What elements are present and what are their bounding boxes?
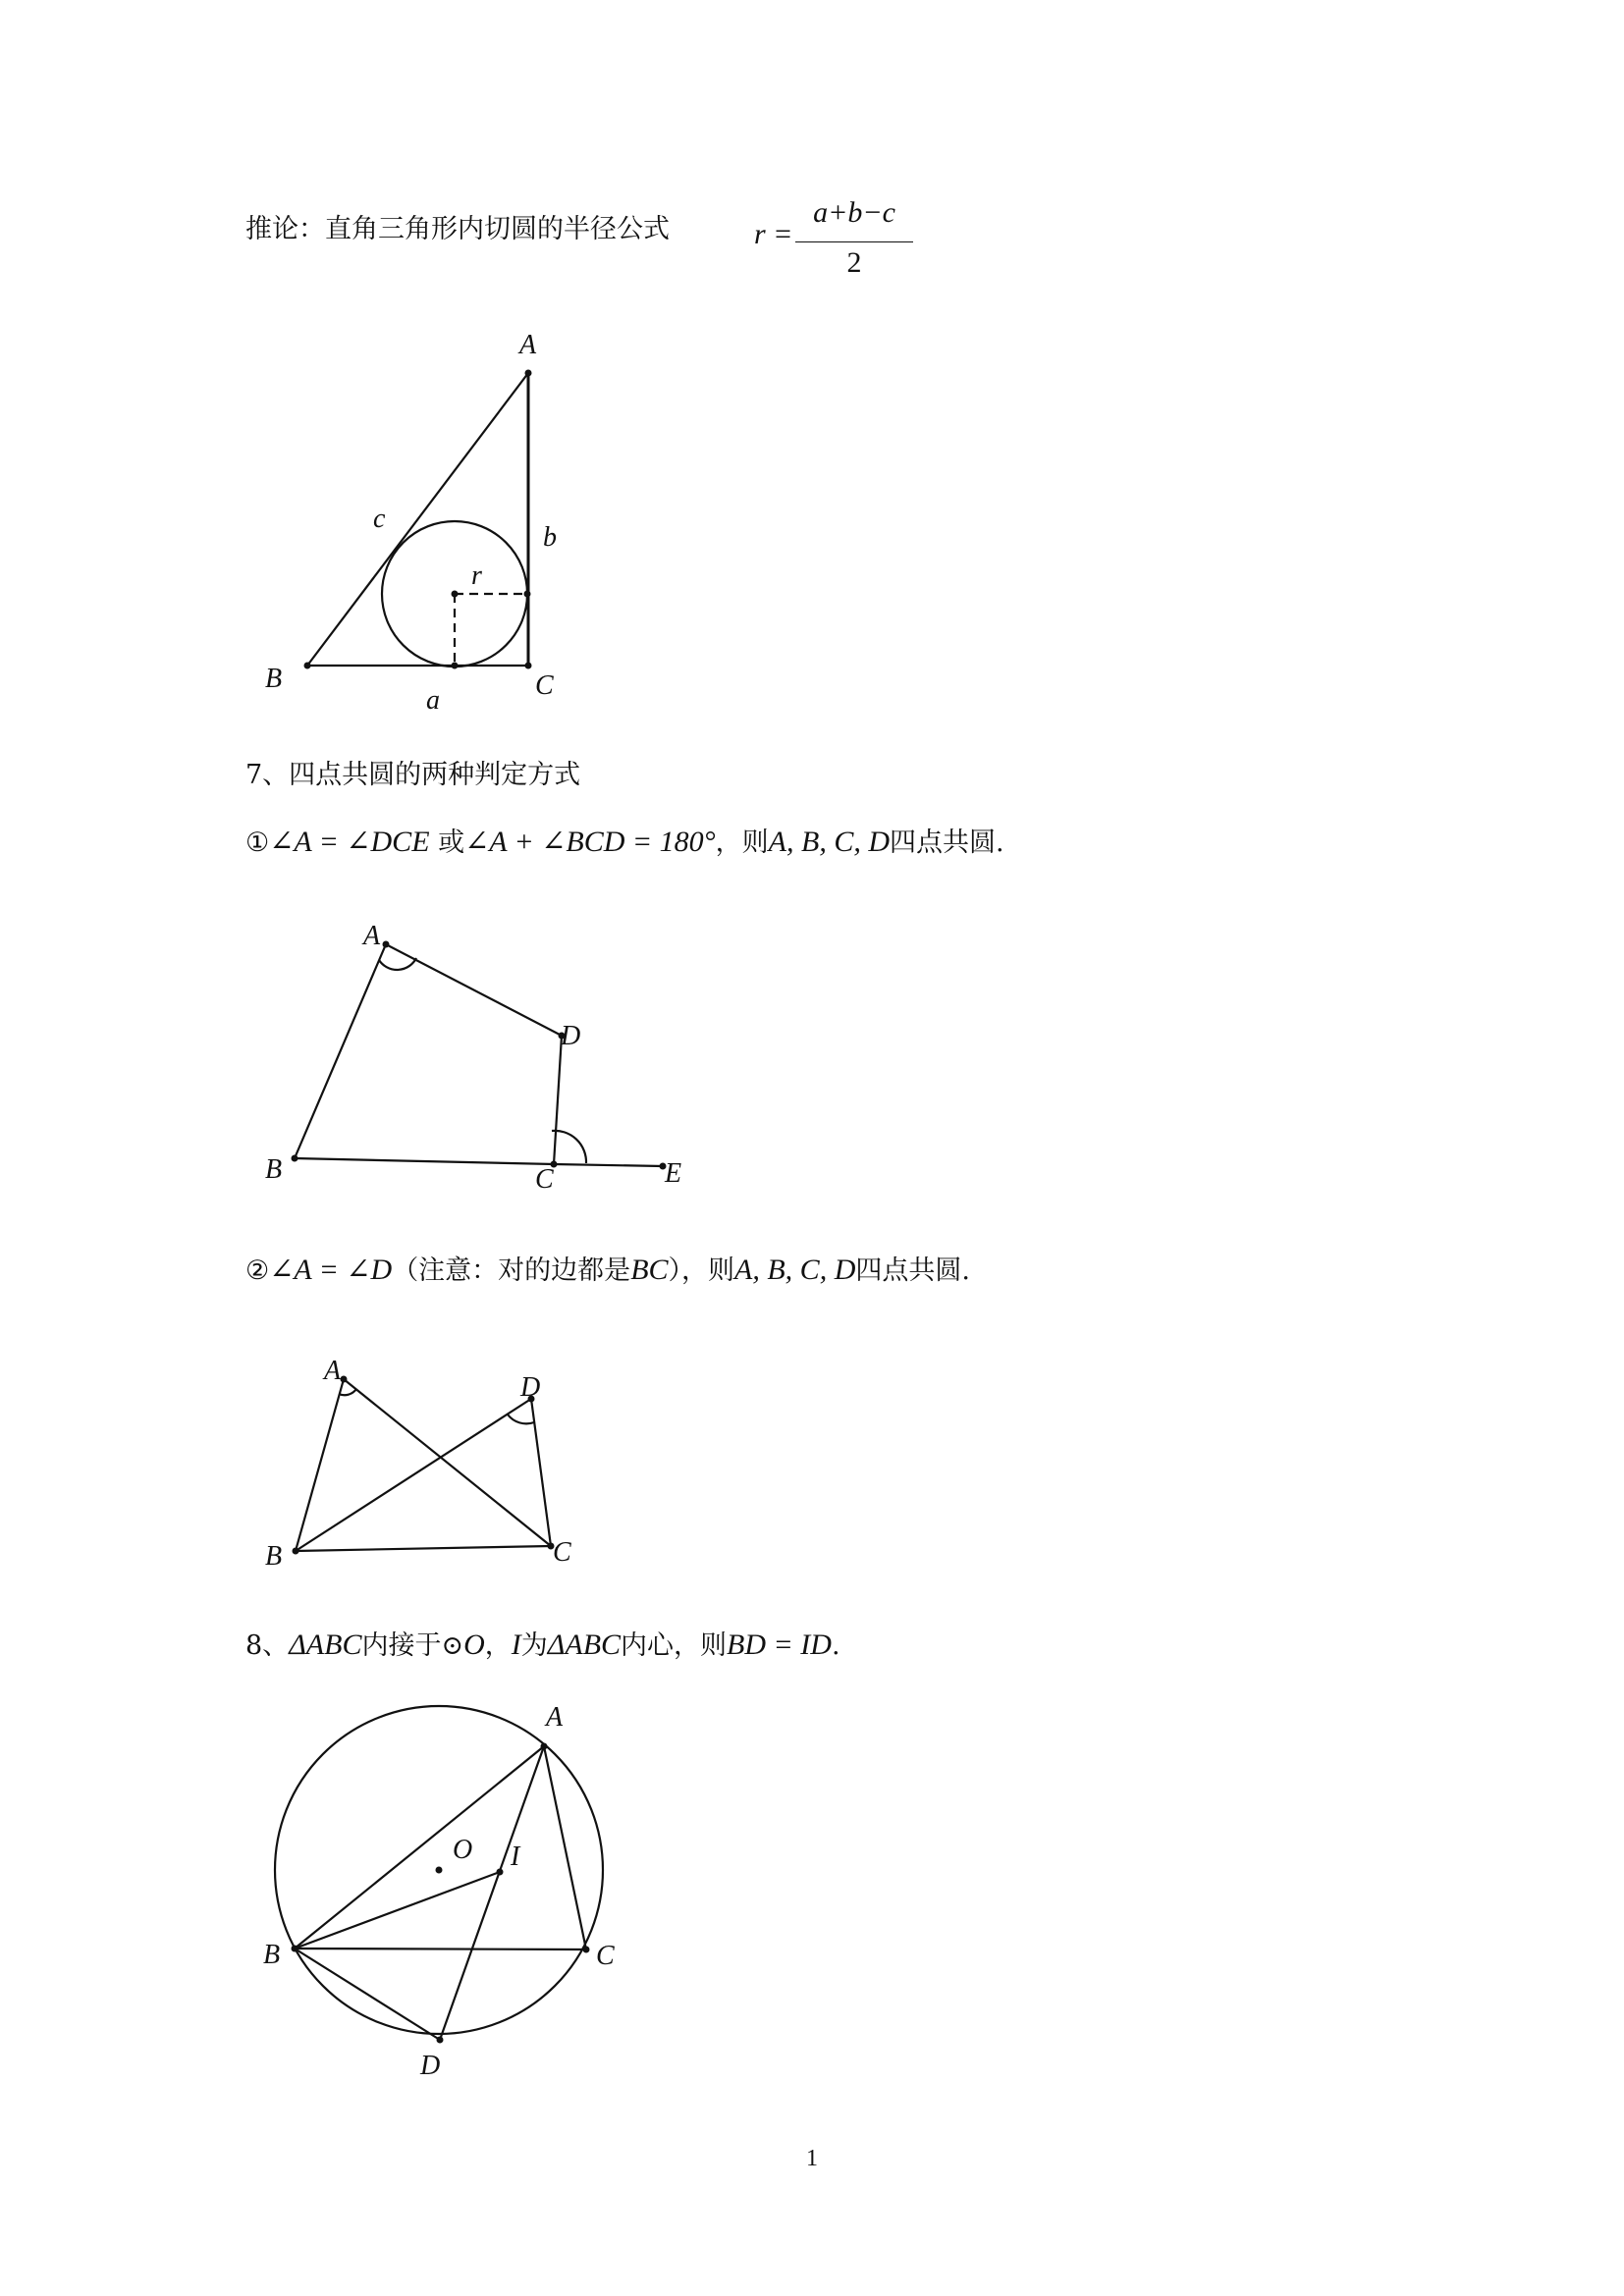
item2-conclusion: 四点共圆. xyxy=(855,1255,970,1286)
item2-equation: ∠A = ∠D xyxy=(269,1254,393,1286)
point-center-fig1 xyxy=(452,591,459,598)
label-c-fig4: C xyxy=(596,1941,615,1971)
item1-or: 或 xyxy=(429,828,465,858)
label-a-side: a xyxy=(426,685,440,716)
point-a-fig2 xyxy=(383,941,390,948)
label-d-fig3: D xyxy=(520,1372,541,1403)
section8-point-i: I xyxy=(511,1629,521,1661)
section8-equation: BD = ID xyxy=(727,1629,832,1661)
point-o-fig4 xyxy=(436,1867,443,1874)
section8-incenter: 内心，则 xyxy=(621,1630,728,1661)
point-c-fig1 xyxy=(525,663,532,669)
section8-circle-o: O xyxy=(463,1629,485,1661)
segment-ba xyxy=(295,1746,544,1949)
label-c-fig3: C xyxy=(553,1537,571,1568)
item2-note-bc: BC xyxy=(630,1254,669,1286)
item1-then: ，则 xyxy=(715,828,769,858)
point-a-fig4 xyxy=(541,1743,548,1750)
segment-dc xyxy=(531,1399,551,1546)
angle-arc-dce xyxy=(552,1131,586,1163)
item1-points: A, B, C, D xyxy=(768,826,890,858)
segment-bd xyxy=(295,1949,440,2040)
section8-is: 为 xyxy=(520,1630,548,1661)
segment-ad xyxy=(440,1746,544,2040)
point-b-fig3 xyxy=(293,1548,299,1555)
figure-quadrilateral-exterior-angle xyxy=(295,944,663,1166)
item1-equation2: ∠A + ∠BCD = 180° xyxy=(464,826,716,858)
point-c-fig4 xyxy=(583,1947,590,1953)
item2-marker: ② xyxy=(245,1255,270,1286)
quadrilateral-abcd xyxy=(295,944,562,1164)
segment-ac xyxy=(344,1379,551,1546)
label-a-fig3: A xyxy=(324,1356,342,1386)
item2-points: A, B, C, D xyxy=(734,1254,856,1286)
point-b-fig1 xyxy=(304,663,311,669)
item2-then: ），则 xyxy=(668,1255,735,1286)
segment-bc xyxy=(296,1546,551,1551)
item1-marker: ① xyxy=(245,828,270,858)
label-c-side: c xyxy=(373,504,386,534)
section7-title: 7、四点共圆的两种判定方式 xyxy=(245,760,581,790)
section8-triangle2: ΔABC xyxy=(547,1629,622,1661)
label-d-fig2: D xyxy=(561,1021,581,1051)
point-i-fig4 xyxy=(497,1869,504,1876)
point-b-fig4 xyxy=(292,1946,298,1952)
label-r: r xyxy=(471,561,482,591)
label-a-fig4: A xyxy=(546,1702,564,1733)
fraction-denominator: 2 xyxy=(846,246,862,279)
figure-right-triangle-incircle xyxy=(307,373,528,667)
label-i-fig4: I xyxy=(511,1842,520,1872)
fraction-numerator: a+b−c xyxy=(813,196,895,229)
side-ab xyxy=(307,373,528,666)
label-b-fig4: B xyxy=(263,1940,281,1970)
point-d-fig4 xyxy=(437,2037,444,2044)
item2-note: （注意：对的边都是 xyxy=(392,1255,631,1286)
point-tangent-bc xyxy=(452,663,459,669)
section8-inscribed: 内接于⊙ xyxy=(361,1630,464,1661)
radius-symbol: r = xyxy=(754,218,793,250)
label-b-fig3: B xyxy=(265,1541,283,1572)
angle-arc-a xyxy=(379,958,416,970)
point-b-fig2 xyxy=(292,1155,298,1162)
extension-ce xyxy=(554,1164,663,1166)
item1-conclusion: 四点共圆. xyxy=(890,828,1004,858)
label-c-fig1: C xyxy=(535,670,554,701)
section8-comma: ， xyxy=(484,1630,512,1661)
section8-number: 8、 xyxy=(245,1630,290,1661)
label-a-fig2: A xyxy=(363,921,381,951)
label-a-fig1: A xyxy=(519,330,537,360)
segment-bi xyxy=(295,1872,500,1949)
label-o-fig4: O xyxy=(453,1835,473,1865)
page-number: 1 xyxy=(806,2146,818,2171)
section8-period: . xyxy=(831,1630,840,1661)
item1-equation1: ∠A = ∠DCE xyxy=(269,826,430,858)
label-b-fig1: B xyxy=(265,664,283,694)
label-b-fig2: B xyxy=(265,1154,283,1185)
point-a-fig3 xyxy=(341,1376,348,1383)
segment-ac xyxy=(544,1746,586,1949)
label-e-fig2: E xyxy=(665,1158,682,1189)
figure-crossed-quadrilateral xyxy=(296,1379,551,1551)
point-a-fig1 xyxy=(525,370,532,377)
corollary-label: 推论：直角三角形内切圆的半径公式 xyxy=(245,214,670,244)
label-d-fig4: D xyxy=(420,2051,441,2081)
label-c-fig2: C xyxy=(535,1164,554,1195)
angle-arc-d xyxy=(508,1415,534,1423)
point-tangent-ac xyxy=(524,591,531,598)
section8-triangle1: ΔABC xyxy=(289,1629,362,1661)
label-b-side: b xyxy=(543,522,557,553)
